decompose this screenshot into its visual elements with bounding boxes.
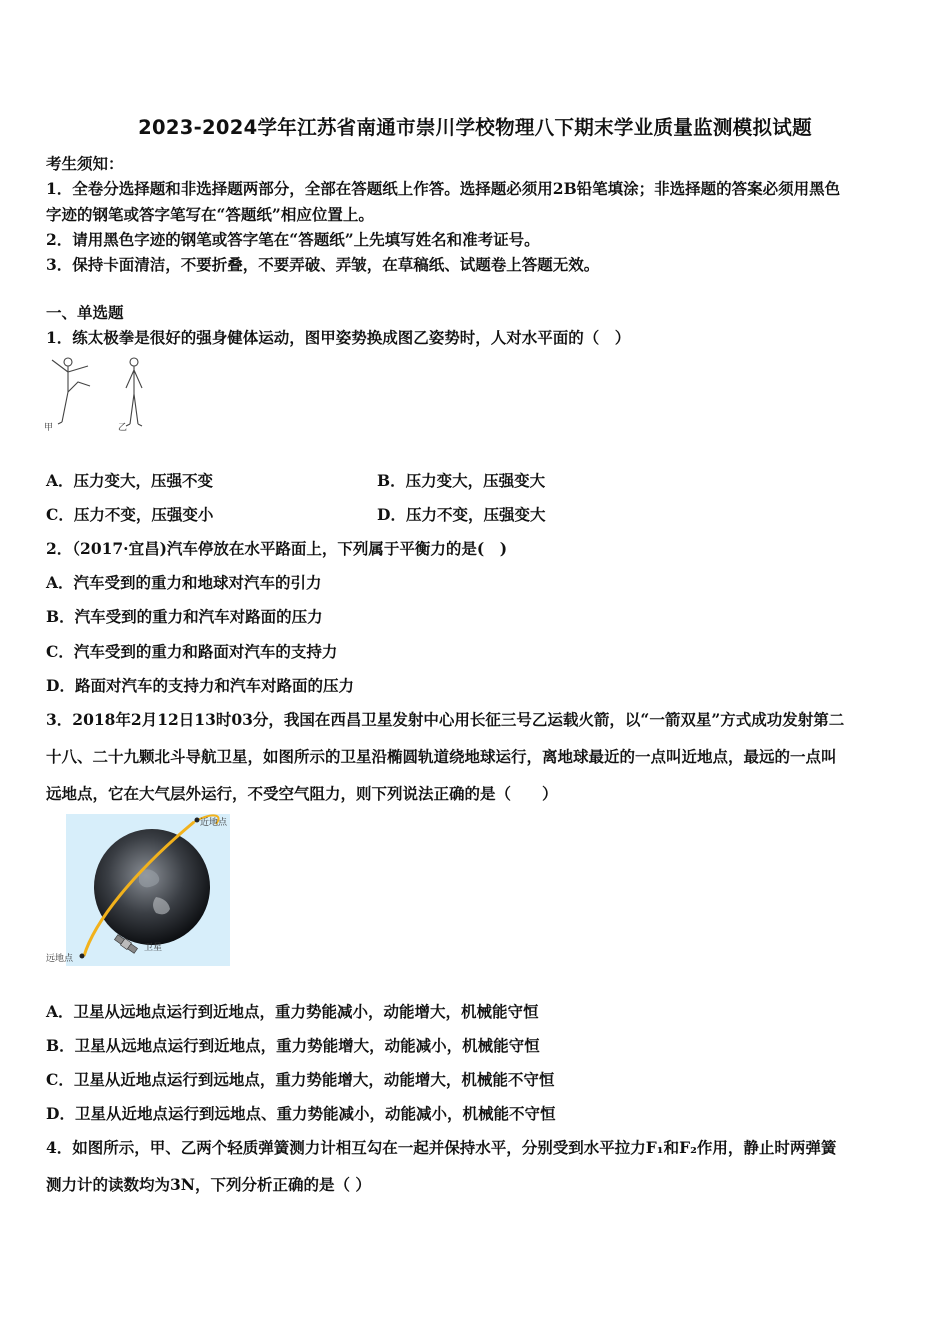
option-c: C．汽车受到的重力和路面对汽车的支持力 xyxy=(46,642,338,661)
option-b: B．汽车受到的重力和汽车对路面的压力 xyxy=(46,607,323,626)
apogee-label: 远地点 xyxy=(46,954,74,964)
figure-label-yi: 乙 xyxy=(118,423,128,433)
question-4-stem: 4．如图所示，甲、乙两个轻质弹簧测力计相互勾在一起并保持水平，分别受到水平拉力F₁和F₂作用，静止时两弹簧 xyxy=(46,1138,837,1157)
perigee-label: 近地点 xyxy=(200,818,228,828)
question-3-stem: 远地点，它在大气层外运行，不受空气阻力，则下列说法正确的是（ ） xyxy=(46,784,558,803)
option-c: C．卫星从近地点运行到远地点，重力势能增大，动能增大，机械能不守恒 xyxy=(46,1070,555,1089)
notice-heading: 考生须知： xyxy=(46,154,124,173)
figure-label-jia: 甲 xyxy=(44,423,54,433)
notice-item: 1．全卷分选择题和非选择题两部分，全部在答题纸上作答。选择题必须用2B铅笔填涂；非选择题的答案必须用黑色 xyxy=(46,179,841,198)
notice-item: 字迹的钢笔或答字笔写在“答题纸”相应位置上。 xyxy=(46,205,374,224)
satellite-orbit-figure xyxy=(44,812,232,968)
option-a: A．卫星从远地点运行到近地点，重力势能减小，动能增大，机械能守恒 xyxy=(46,1002,539,1021)
notice-item: 3．保持卡面清洁，不要折叠，不要弄破、弄皱，在草稿纸、试题卷上答题无效。 xyxy=(46,255,600,274)
question-4-stem: 测力计的读数均为3N，下列分析正确的是（ ） xyxy=(46,1175,371,1194)
section-heading: 一、单选题 xyxy=(46,303,124,322)
satellite-label: 卫星 xyxy=(144,943,163,953)
question-3-stem: 3．2018年2月12日13时03分，我国在西昌卫星发射中心用长征三号乙运载火箭，以“一箭双星”方式成功发射第二 xyxy=(46,710,845,729)
option-b: B．卫星从远地点运行到近地点，重力势能增大，动能减小，机械能守恒 xyxy=(46,1036,540,1055)
option-a: A．汽车受到的重力和地球对汽车的引力 xyxy=(46,573,322,592)
option-a: A．压力变大，压强不变 xyxy=(46,471,214,490)
notice-item: 2．请用黑色字迹的钢笔或答字笔在“答题纸”上先填写姓名和准考证号。 xyxy=(46,230,540,249)
option-d: D．卫星从近地点运行到远地点、重力势能减小，动能减小，机械能不守恒 xyxy=(46,1104,556,1123)
question-1-stem: 1．练太极拳是很好的强身健体运动，图甲姿势换成图乙姿势时，人对水平面的（ ） xyxy=(46,328,631,347)
option-c: C．压力不变，压强变小 xyxy=(46,505,214,524)
page-title: 2023-2024学年江苏省南通市崇川学校物理八下期末学业质量监测模拟试题 xyxy=(138,116,812,139)
option-d: D．压力不变，压强变大 xyxy=(377,505,546,524)
tai-chi-figure xyxy=(44,352,154,434)
question-2-stem: 2．（2017·宜昌)汽车停放在水平路面上，下列属于平衡力的是( ) xyxy=(46,539,508,558)
option-b: B．压力变大，压强变大 xyxy=(377,471,546,490)
question-3-stem: 十八、二十九颗北斗导航卫星，如图所示的卫星沿椭圆轨道绕地球运行，离地球最近的一点叫近地点，最远的一点叫 xyxy=(46,747,837,766)
option-d: D．路面对汽车的支持力和汽车对路面的压力 xyxy=(46,676,354,695)
